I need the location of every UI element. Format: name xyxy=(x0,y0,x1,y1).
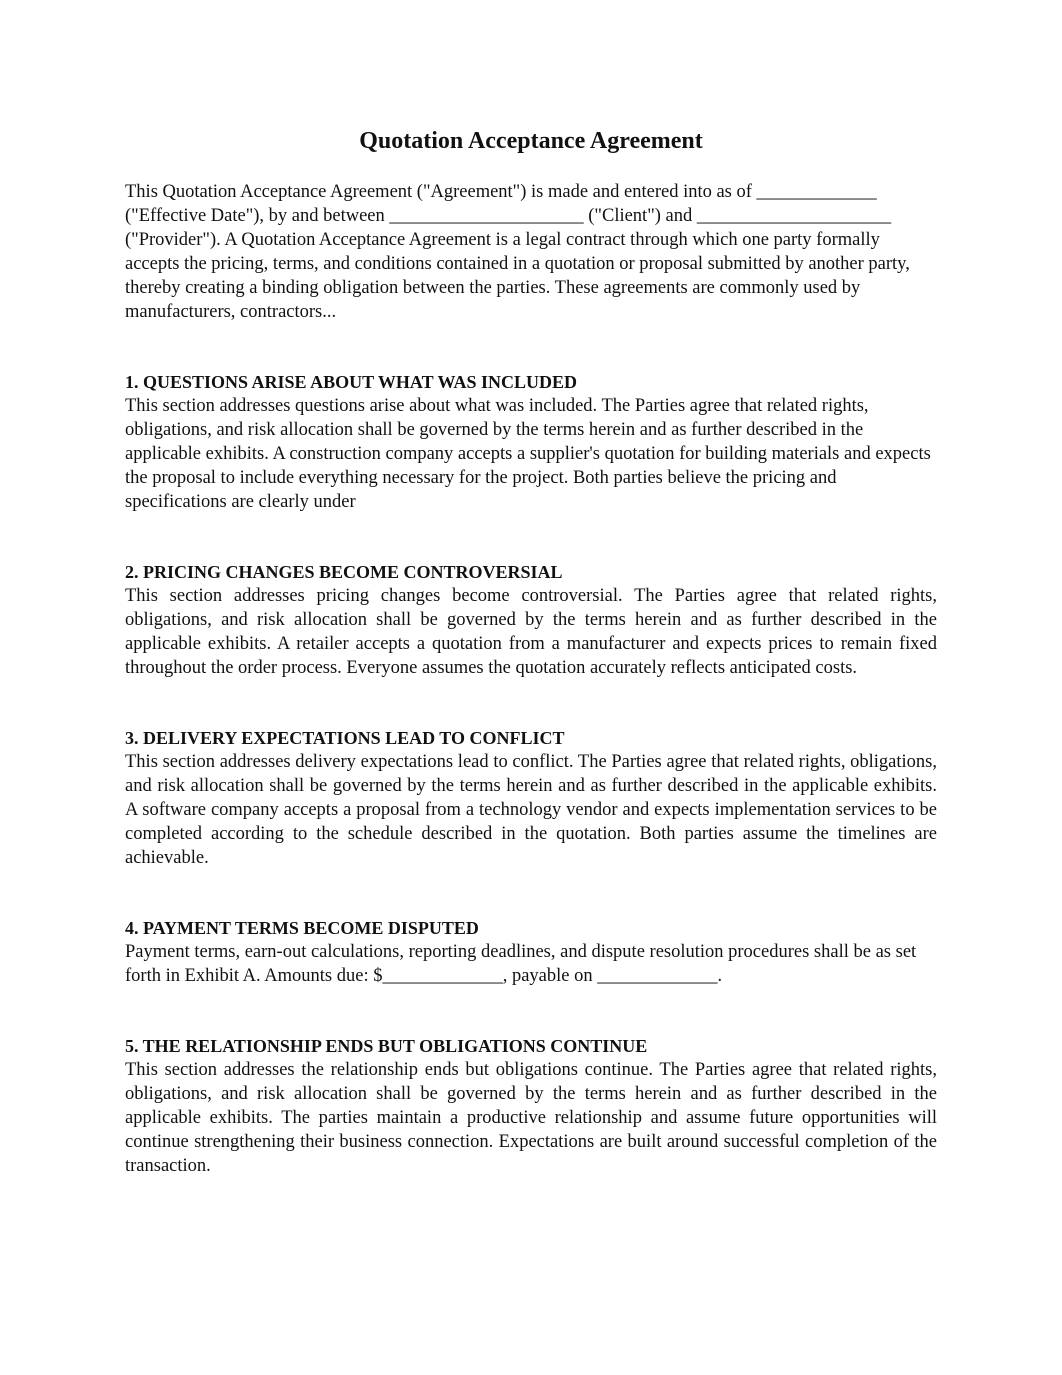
section-heading: 2. PRICING CHANGES BECOME CONTROVERSIAL xyxy=(125,562,563,582)
section-heading: 5. THE RELATIONSHIP ENDS BUT OBLIGATIONS CONTINUE xyxy=(125,1036,648,1056)
section-heading: 4. PAYMENT TERMS BECOME DISPUTED xyxy=(125,918,479,938)
section-3 xyxy=(125,726,937,870)
document-title: Quotation Acceptance Agreement xyxy=(359,128,703,154)
section-body: This section addresses delivery expectations lead to conflict. The Parties agree that related rights, obligations, and risk allocation shall be governed by the terms herein and as further described in the applicable exhibits. A software company accepts a proposal from a technology vendor and expects implementation services to be completed according to the schedule described in the quotation. Both parties assume the timelines are achievable. xyxy=(125,752,937,868)
document-page xyxy=(125,122,937,1178)
section-heading: 3. DELIVERY EXPECTATIONS LEAD TO CONFLICT xyxy=(125,728,565,748)
section-body: Payment terms, earn-out calculations, reporting deadlines, and dispute resolution procedures shall be as set forth in Exhibit A. Amounts due: $_____________, payable on _____________. xyxy=(125,942,917,986)
section-5 xyxy=(125,1034,937,1178)
section-4 xyxy=(125,916,937,988)
section-2 xyxy=(125,560,937,680)
section-body: This section addresses the relationship ends but obligations continue. The Parties agree that related rights, obligations, and risk allocation shall be governed by the terms herein and as further described in the applicable exhibits. The parties maintain a productive relationship and assume future opportunities will continue strengthening their business connection. Expectations are built around successful completion of the transaction. xyxy=(125,1060,937,1176)
section-heading: 1. QUESTIONS ARISE ABOUT WHAT WAS INCLUDED xyxy=(125,372,577,392)
section-body: This section addresses questions arise about what was included. The Parties agree that related rights, obligations, and risk allocation shall be governed by the terms herein and as further described in the applicable exhibits. A construction company accepts a supplier's quotation for building materials and expects the proposal to include everything necessary for the project. Both parties believe the pricing and specifications are clearly under xyxy=(125,396,931,512)
intro-paragraph: This Quotation Acceptance Agreement ("Agreement") is made and entered into as of _____________ ("Effective Date"), by and between _____________________ ("Client") and _____________________ ("Provider"). A Quotation Acceptance Agreement is a legal contract through which one party formally accepts the pricing, terms, and conditions contained in a quotation or proposal submitted by another party, thereby creating a binding obligation between the parties. These agreements are commonly used by manufacturers, contractors... xyxy=(125,182,910,322)
section-body: This section addresses pricing changes become controversial. The Parties agree that related rights, obligations, and risk allocation shall be governed by the terms herein and as further described in the applicable exhibits. A retailer accepts a quotation from a manufacturer and expects prices to remain fixed throughout the order process. Everyone assumes the quotation accurately reflects anticipated costs. xyxy=(125,586,937,678)
section-1 xyxy=(125,370,937,514)
